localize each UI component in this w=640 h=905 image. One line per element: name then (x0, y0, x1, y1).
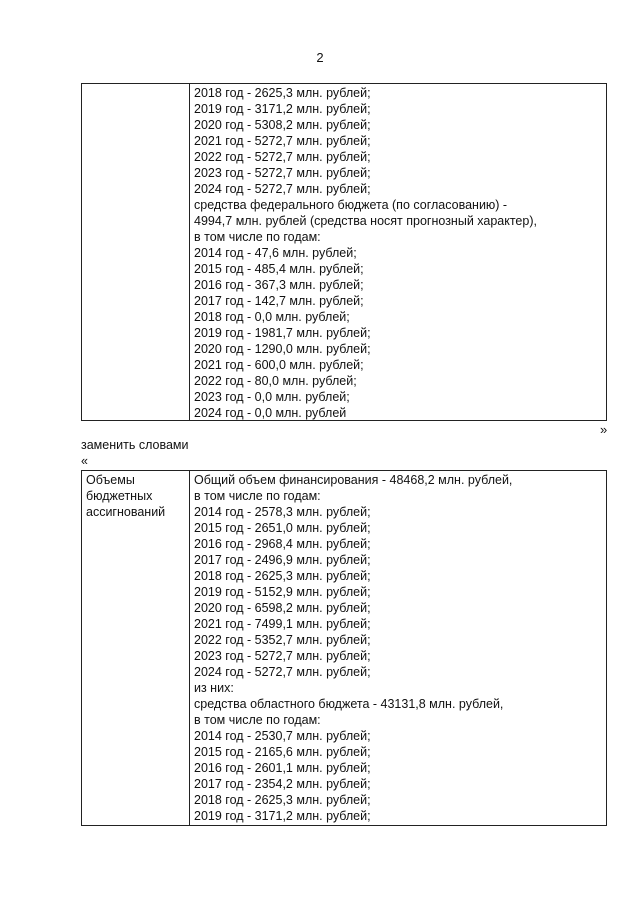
text-line: 2018 год - 0,0 млн. рублей; (194, 310, 350, 324)
text-line: 2023 год - 0,0 млн. рублей; (194, 390, 350, 404)
text-line: в том числе по годам: (194, 713, 321, 727)
text-line: 2024 год - 5272,7 млн. рублей; (194, 665, 371, 679)
text-line: 2014 год - 2530,7 млн. рублей; (194, 729, 371, 743)
table2-label-cell (82, 471, 190, 825)
text-line: 2018 год - 2625,3 млн. рублей; (194, 569, 371, 583)
table2-value-cell (190, 471, 606, 825)
replace-instruction: заменить словами (81, 438, 189, 452)
opening-quote: « (81, 454, 88, 468)
text-line: 2022 год - 5352,7 млн. рублей; (194, 633, 371, 647)
text-line: 2021 год - 7499,1 млн. рублей; (194, 617, 371, 631)
text-line: 2020 год - 5308,2 млн. рублей; (194, 118, 371, 132)
page-number: 2 (316, 50, 324, 65)
text-line: 2019 год - 1981,7 млн. рублей; (194, 326, 371, 340)
text-line: средства федерального бюджета (по согласованию) - (194, 198, 508, 212)
text-line: 2017 год - 2496,9 млн. рублей; (194, 553, 371, 567)
text-line: 2021 год - 600,0 млн. рублей; (194, 358, 364, 372)
text-line: 2014 год - 47,6 млн. рублей; (194, 246, 357, 260)
text-line: Общий объем финансирования - 48468,2 млн. рублей, (194, 473, 513, 487)
text-line: средства областного бюджета - 43131,8 млн. рублей, (194, 697, 504, 711)
text-line: 2022 год - 80,0 млн. рублей; (194, 374, 357, 388)
text-line: в том числе по годам: (194, 489, 321, 503)
text-line: бюджетных (86, 489, 153, 503)
text-line: 2016 год - 2601,1 млн. рублей; (194, 761, 371, 775)
text-line: 2022 год - 5272,7 млн. рублей; (194, 150, 371, 164)
text-line: 2017 год - 142,7 млн. рублей; (194, 294, 364, 308)
text-line: 2018 год - 2625,3 млн. рублей; (194, 86, 371, 100)
text-line: 2020 год - 6598,2 млн. рублей; (194, 601, 371, 615)
text-line: 2015 год - 2651,0 млн. рублей; (194, 521, 371, 535)
text-line: 2023 год - 5272,7 млн. рублей; (194, 649, 371, 663)
text-line: ассигнований (86, 505, 166, 519)
text-line: в том числе по годам: (194, 230, 321, 244)
text-line: из них: (194, 681, 234, 695)
budget-table-new (81, 470, 607, 826)
text-line: 2020 год - 1290,0 млн. рублей; (194, 342, 371, 356)
closing-quote: » (600, 422, 608, 437)
text-line: 2018 год - 2625,3 млн. рублей; (194, 793, 371, 807)
text-line: 2016 год - 2968,4 млн. рублей; (194, 537, 371, 551)
table1-label-cell (82, 84, 190, 420)
text-line: 2017 год - 2354,2 млн. рублей; (194, 777, 371, 791)
table1-value-cell (190, 84, 606, 420)
text-line: 2015 год - 2165,6 млн. рублей; (194, 745, 371, 759)
budget-table-continuation (81, 83, 607, 421)
text-line: 4994,7 млн. рублей (средства носят прогнозный характер), (194, 214, 537, 228)
text-line: 2019 год - 5152,9 млн. рублей; (194, 585, 371, 599)
text-line: 2021 год - 5272,7 млн. рублей; (194, 134, 371, 148)
text-line: 2019 год - 3171,2 млн. рублей; (194, 102, 371, 116)
text-line: 2015 год - 485,4 млн. рублей; (194, 262, 364, 276)
text-line: 2024 год - 0,0 млн. рублей (194, 406, 347, 420)
text-line: 2014 год - 2578,3 млн. рублей; (194, 505, 371, 519)
text-line: 2016 год - 367,3 млн. рублей; (194, 278, 364, 292)
text-line: 2023 год - 5272,7 млн. рублей; (194, 166, 371, 180)
text-line: 2019 год - 3171,2 млн. рублей; (194, 809, 371, 823)
text-line: Объемы (86, 473, 135, 487)
text-line: 2024 год - 5272,7 млн. рублей; (194, 182, 371, 196)
